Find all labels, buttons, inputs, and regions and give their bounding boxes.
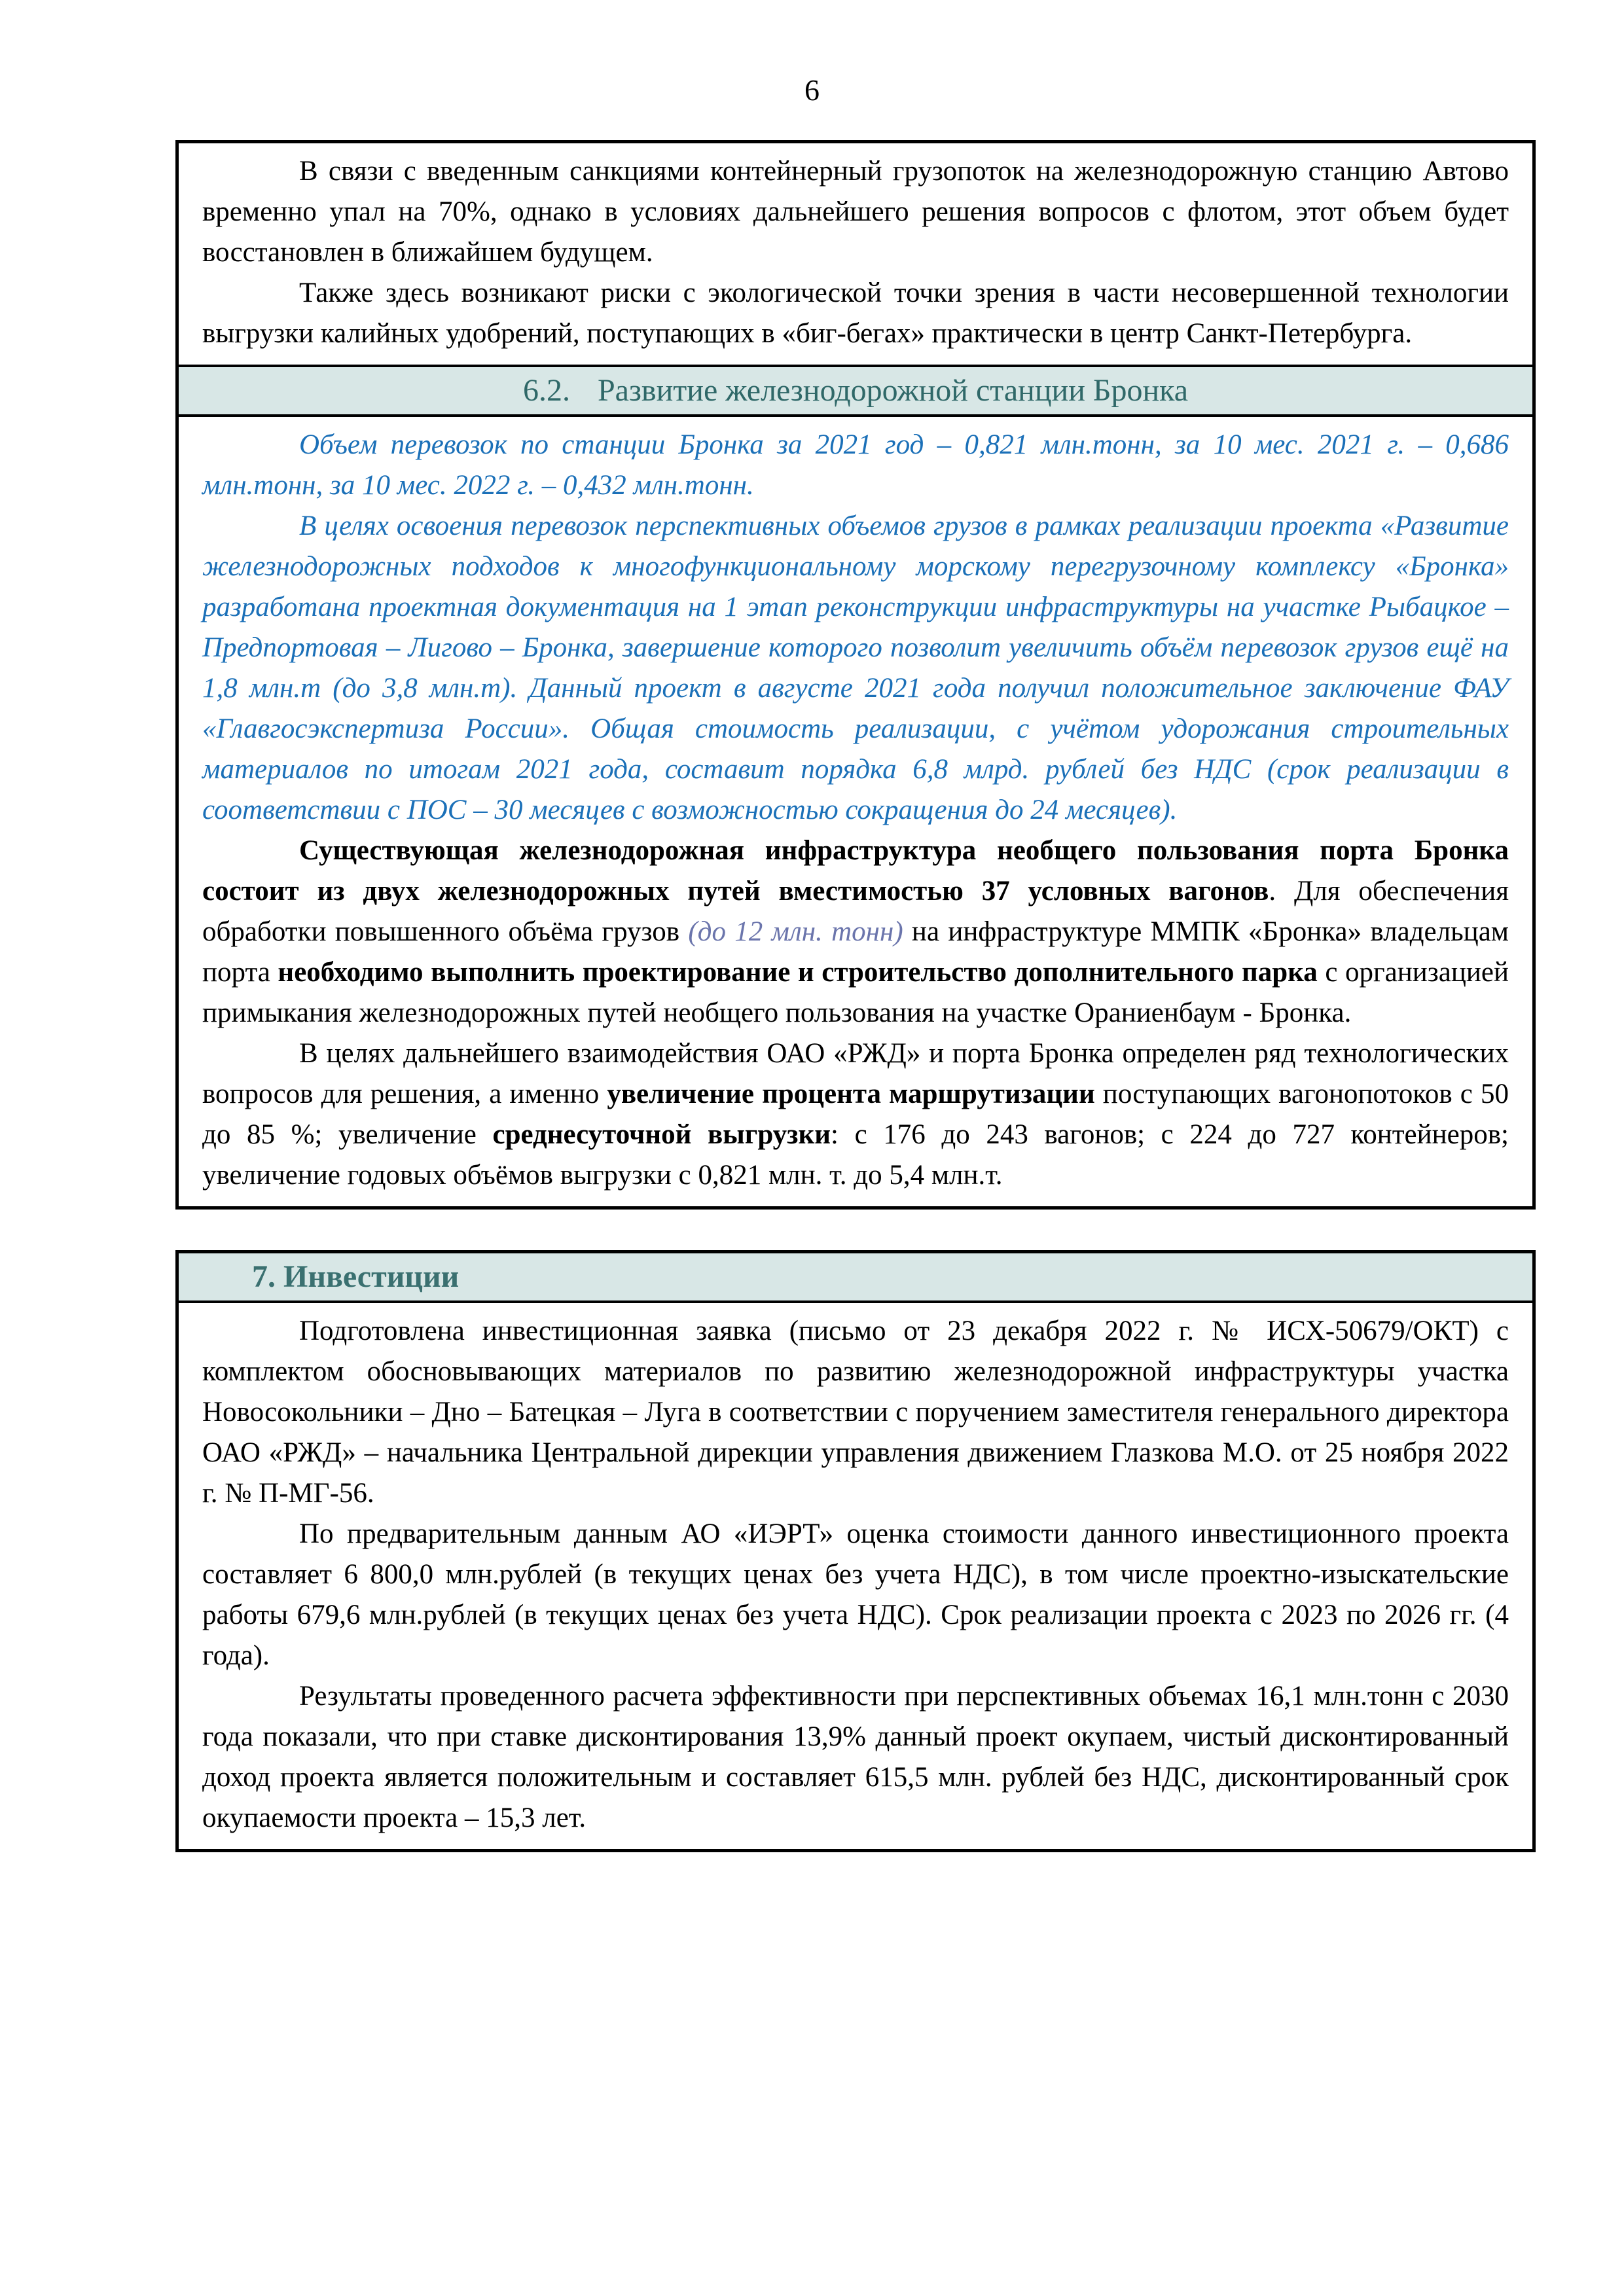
paragraph-infrastructure (202, 831, 1509, 1033)
infrastructure-normal-run-3: с организацией примыкания железнодорожных путей необщего пользования на участке Ораниенбаум - Бронка. (202, 957, 1509, 1028)
section-6-2-body (179, 417, 1532, 1206)
paragraph-sanctions: В связи с введенным санкциями контейнерный грузопоток на железнодорожную станцию Автово временно упал на 70%, однако в условиях дальнейшего решения вопросов с флотом, этот объем будет восстановлен в ближайшем будущем. (202, 156, 1509, 268)
paragraph-eco-risks: Также здесь возникают риски с экологической точки зрения в части несовершенной технологии выгрузки калийных удобрений, поступающих в «биг-бегах» практически в центр Санкт-Петербурга. (202, 278, 1509, 349)
paragraph-investment-application: Подготовлена инвестиционная заявка (письмо от 23 декабря 2022 г. № ИСХ-50679/ОКТ) с комплектом обосновывающих материалов по развитию железнодорожной инфраструктуры участка Новосокольники – Дно – Батецкая – Луга в соответствии с поручением заместителя генерального директора ОАО «РЖД» – начальника Центральной дирекции управления движением Глазкова М.О. от 25 ноября 2022 г. № П-МГ-56. (202, 1316, 1509, 1509)
section-heading-7: 7. Инвестиции (179, 1253, 1532, 1303)
infrastructure-bold-run-2: необходимо выполнить проектирование и строительство дополнительного парка (278, 957, 1318, 988)
cooperation-normal-run-3: : с 176 до 243 вагонов; с 224 до 727 контейнеров; увеличение годовых объёмов выгрузки с 0,821 млн. т. до 5,4 млн.т. (202, 1119, 1509, 1191)
cooperation-normal-run-1: В целях дальнейшего взаимодействия ОАО «РЖД» и порта Бронка определен ряд технологических вопросов для решения, а именно (202, 1038, 1509, 1109)
cooperation-normal-run-2: поступающих вагонопотоков с 50 до 85 %; увеличение (202, 1079, 1509, 1150)
infrastructure-italic-run: (до 12 млн. тонн) (688, 916, 903, 947)
section-6-intro-text (179, 143, 1532, 365)
paragraph-project-description: В целях освоения перевозок перспективных объемов грузов в рамках реализации проекта «Развитие железнодорожных подходов к многофункциональному морскому перегрузочному комплексу «Бронка» разработана проектная документация на 1 этап реконструкции инфраструктуры на участке Рыбацкое – Предпортовая – Лигово – Бронка, завершение которого позволит увеличить объём перевозок грузов ещё на 1,8 млн.т (до 3,8 млн.т). Данный проект в августе 2021 года получил положительное заключение ФАУ «Главгосэкспертиза России». Общая стоимость реализации, с учётом удорожания строительных материалов по итогам 2021 года, составит порядка 6,8 млрд. рублей без НДС (срок реализации в соответствии с ПОС – 30 месяцев с возможностью сокращения до 24 месяцев). (202, 511, 1509, 825)
infrastructure-normal-run-2: на инфраструктуре ММПК «Бронка» владельцам порта (202, 916, 1509, 988)
infrastructure-normal-run-1: . Для обеспечения обработки повышенного объёма грузов (202, 876, 1509, 947)
cooperation-bold-run-2: среднесуточной выгрузки (492, 1119, 831, 1150)
section-7-box (175, 1250, 1536, 1852)
paragraph-efficiency-results: Результаты проведенного расчета эффективности при перспективных объемах 16,1 млн.тонн с 2030 года показали, что при ставке дисконтирования 13,9% данный проект окупаем, чистый дисконтированный доход проекта является положительным и составляет 615,5 млн. рублей без НДС, дисконтированный срок окупаемости проекта – 15,3 лет. (202, 1681, 1509, 1833)
paragraph-volume-stats: Объем перевозок по станции Бронка за 2021 год – 0,821 млн.тонн, за 10 мес. 2021 г. – 0,686 млн.тонн, за 10 мес. 2022 г. – 0,432 млн.тонн. (202, 429, 1509, 501)
section-7-body (179, 1303, 1532, 1849)
section-6-2-box (175, 140, 1536, 1210)
infrastructure-bold-run: Существующая железнодорожная инфраструктура необщего пользования порта Бронка состоит из двух железнодорожных путей вместимостью 37 условных вагонов (202, 835, 1509, 906)
page-number: 6 (804, 73, 820, 107)
cooperation-bold-run-1: увеличение процента маршрутизации (607, 1079, 1095, 1109)
paragraph-cooperation (202, 1033, 1509, 1196)
paragraph-project-cost: По предварительным данным АО «ИЭРТ» оценка стоимости данного инвестиционного проекта составляет 6 800,0 млн.рублей (в текущих ценах без учета НДС), в том числе проектно-изыскательские работы 679,6 млн.рублей (в текущих ценах без учета НДС). Срок реализации проекта с 2023 по 2026 гг. (4 года). (202, 1518, 1509, 1671)
section-heading-6-2 (179, 365, 1532, 417)
section-6-2-title: Развитие железнодорожной станции Бронка (597, 373, 1189, 408)
section-6-2-number: 6.2. (522, 373, 570, 408)
